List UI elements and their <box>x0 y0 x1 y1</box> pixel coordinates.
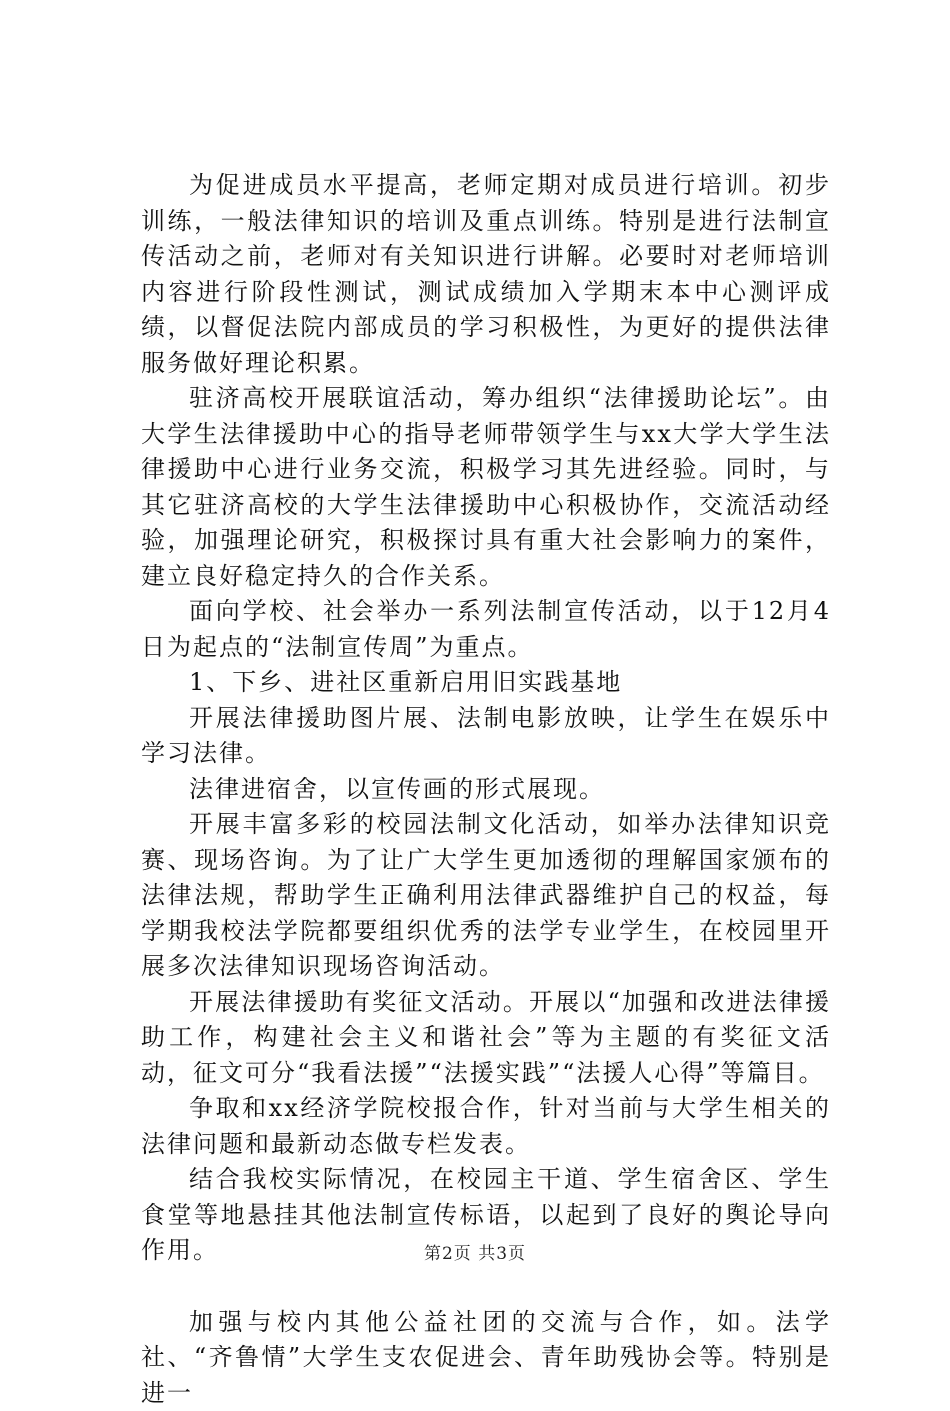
paragraph-publicity: 面向学校、社会举办一系列法制宣传活动，以于12月4日为起点的“法制宣传周”为重点。 <box>141 594 831 665</box>
paragraph-training: 为促进成员水平提高，老师定期对成员进行培训。初步训练，一般法律知识的培训及重点训练。特别是进行法制宣传活动之前，老师对有关知识进行讲解。必要时对老师培训内容进行阶段性测试，测试成绩加入学期末本中心测评成绩，以督促法院内部成员的学习积极性，为更好的提供法律服务做好理论积累。 <box>141 168 831 381</box>
paragraph-cooperation: 加强与校内其他公益社团的交流与合作，如。法学社、“齐鲁情”大学生支农促进会、青年助残协会等。特别是进一 <box>141 1305 831 1411</box>
page-number-footer: 第2页 共3页 <box>0 1239 950 1264</box>
paragraph-exchange: 驻济高校开展联谊活动，筹办组织“法律援助论坛”。由大学生法律援助中心的指导老师带领学生与xx大学大学生法律援助中心进行业务交流，积极学习其先进经验。同时，与其它驻济高校的大学生法律援助中心积极协作，交流活动经验，加强理论研究，积极探讨具有重大社会影响力的案件，建立良好稳定持久的合作关系。 <box>141 381 831 594</box>
document-body <box>141 168 831 1411</box>
paragraph-item-1: 1、下乡、进社区重新启用旧实践基地 <box>141 665 831 701</box>
paragraph-gap <box>141 1269 831 1305</box>
paragraph-dormitory: 法律进宿舍，以宣传画的形式展现。 <box>141 772 831 808</box>
paragraph-banners: 结合我校实际情况，在校园主干道、学生宿舍区、学生食堂等地悬挂其他法制宣传标语，以起到了良好的舆论导向作用。 <box>141 1162 831 1269</box>
paragraph-essay-contest: 开展法律援助有奖征文活动。开展以“加强和改进法律援助工作，构建社会主义和谐社会”等为主题的有奖征文活动，征文可分“我看法援”“法援实践”“法援人心得”等篇目。 <box>141 985 831 1092</box>
paragraph-exhibition: 开展法律援助图片展、法制电影放映，让学生在娱乐中学习法律。 <box>141 701 831 772</box>
paragraph-newspaper: 争取和xx经济学院校报合作，针对当前与大学生相关的法律问题和最新动态做专栏发表。 <box>141 1091 831 1162</box>
paragraph-campus-activities: 开展丰富多彩的校园法制文化活动，如举办法律知识竞赛、现场咨询。为了让广大学生更加透彻的理解国家颁布的法律法规，帮助学生正确利用法律武器维护自己的权益，每学期我校法学院都要组织优秀的法学专业学生，在校园里开展多次法律知识现场咨询活动。 <box>141 807 831 985</box>
